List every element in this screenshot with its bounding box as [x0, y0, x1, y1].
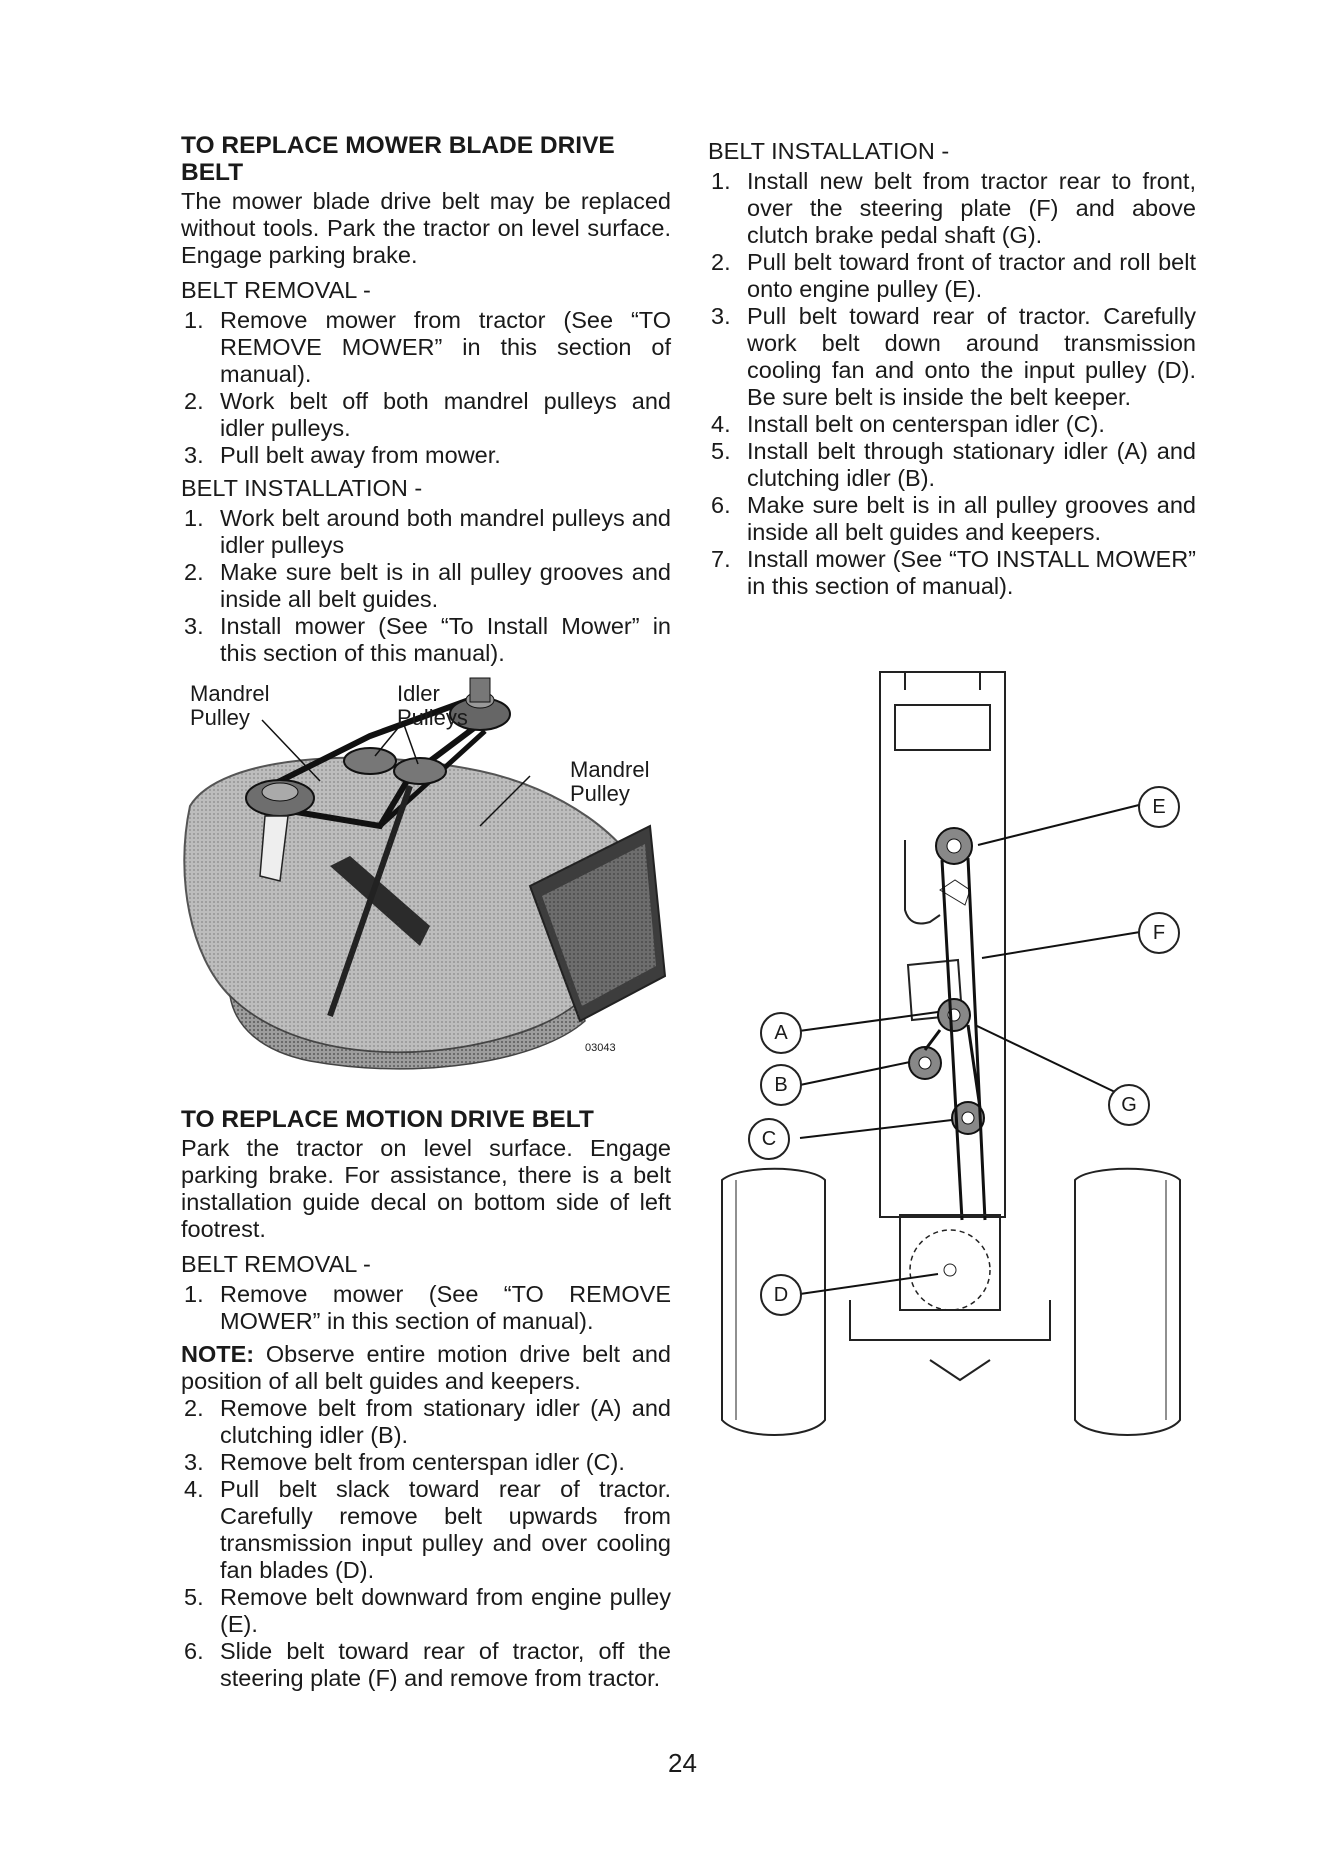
callout-g: G	[1108, 1084, 1150, 1126]
list-item: 5. Remove belt downward from engine pulley (E).	[184, 1584, 671, 1637]
list-item: 1. Install new belt from tractor rear to front, over the steering plate (F) and above clutch brake pedal shaft (G).	[711, 168, 1196, 248]
mandrel-pulley-label-right: Mandrel Pulley	[570, 757, 650, 806]
list-item: 1. Work belt around both mandrel pulleys and idler pulleys	[184, 505, 671, 558]
tractor-belt-figure	[700, 660, 1200, 1450]
note	[181, 1341, 671, 1395]
mower-belt-intro: The mower blade drive belt may be replaced without tools. Park the tractor on level surface. Engage parking brake.	[181, 188, 671, 268]
motion-removal-steps	[181, 1395, 671, 1692]
list-item: 1. Remove mower (See “TO REMOVE MOWER” in this section of manual).	[184, 1281, 671, 1334]
belt-routing-diagram	[700, 660, 1200, 1450]
mower-removal-steps	[181, 307, 671, 469]
motion-belt-section	[181, 1106, 671, 1698]
list-item: 3. Install mower (See “To Install Mower” in this section of this manual).	[184, 613, 671, 666]
note-label: NOTE:	[181, 1341, 255, 1367]
note-text: Observe entire motion drive belt and position of all belt guides and keepers.	[181, 1341, 671, 1394]
list-item: 3. Remove belt from centerspan idler (C).	[184, 1449, 625, 1475]
list-item: 5. Install belt through stationary idler (A) and clutching idler (B).	[711, 438, 1196, 491]
mower-belt-heading: TO REPLACE MOWER BLADE DRIVE BELT	[181, 132, 615, 186]
installation-section	[708, 138, 1196, 606]
callout-d: D	[760, 1274, 802, 1316]
list-item: 2. Pull belt toward front of tractor and roll belt onto engine pulley (E).	[711, 249, 1196, 302]
right-install-title: BELT INSTALLATION -	[708, 138, 950, 164]
list-item: 2. Work belt off both mandrel pulleys and idler pulleys.	[184, 388, 671, 441]
motion-removal-title: BELT REMOVAL -	[181, 1251, 371, 1277]
list-item: 3. Pull belt toward rear of tractor. Carefully work belt down around transmission cooling fan and onto the input pulley (D). Be sure belt is inside the belt keeper.	[711, 303, 1196, 410]
list-item: 3. Pull belt away from mower.	[184, 442, 501, 468]
mower-belt-section	[181, 132, 671, 673]
figure-code: 03043	[585, 1042, 616, 1054]
list-item: 1. Remove mower from tractor (See “TO REMOVE MOWER” in this section of manual).	[184, 307, 671, 387]
callout-c: C	[748, 1118, 790, 1160]
list-item: 2. Remove belt from stationary idler (A) and clutching idler (B).	[184, 1395, 671, 1448]
motion-belt-intro: Park the tractor on level surface. Engage parking brake. For assistance, there is a belt installation guide decal on bottom side of left footrest.	[181, 1135, 671, 1242]
right-install-steps	[708, 168, 1196, 600]
page-number: 24	[668, 1748, 697, 1778]
list-item: 6. Make sure belt is in all pulley grooves and inside all belt guides and keepers.	[711, 492, 1196, 545]
mandrel-pulley-label-left: Mandrel Pulley	[190, 681, 270, 730]
callout-e: E	[1138, 786, 1180, 828]
belt-removal-title: BELT REMOVAL -	[181, 277, 371, 303]
mower-deck-figure	[180, 676, 680, 1076]
list-item: 6. Slide belt toward rear of tractor, off the steering plate (F) and remove from tractor.	[184, 1638, 671, 1691]
belt-installation-title: BELT INSTALLATION -	[181, 475, 423, 501]
idler-pulleys-label: Idler Pulleys	[397, 681, 468, 730]
callout-f: F	[1138, 912, 1180, 954]
list-item: 4. Pull belt slack toward rear of tractor. Carefully remove belt upwards from transmission input pulley and over cooling fan blades (D).	[184, 1476, 671, 1583]
list-item: 4. Install belt on centerspan idler (C).	[711, 411, 1105, 437]
list-item: 2. Make sure belt is in all pulley grooves and inside all belt guides.	[184, 559, 671, 612]
mower-install-steps	[181, 505, 671, 667]
callout-a: A	[760, 1012, 802, 1054]
mower-deck-illustration	[180, 676, 680, 1076]
motion-belt-heading: TO REPLACE MOTION DRIVE BELT	[181, 1106, 594, 1133]
motion-removal-step1	[181, 1281, 671, 1335]
callout-b: B	[760, 1064, 802, 1106]
list-item: 7. Install mower (See “TO INSTALL MOWER” in this section of manual).	[711, 546, 1196, 599]
